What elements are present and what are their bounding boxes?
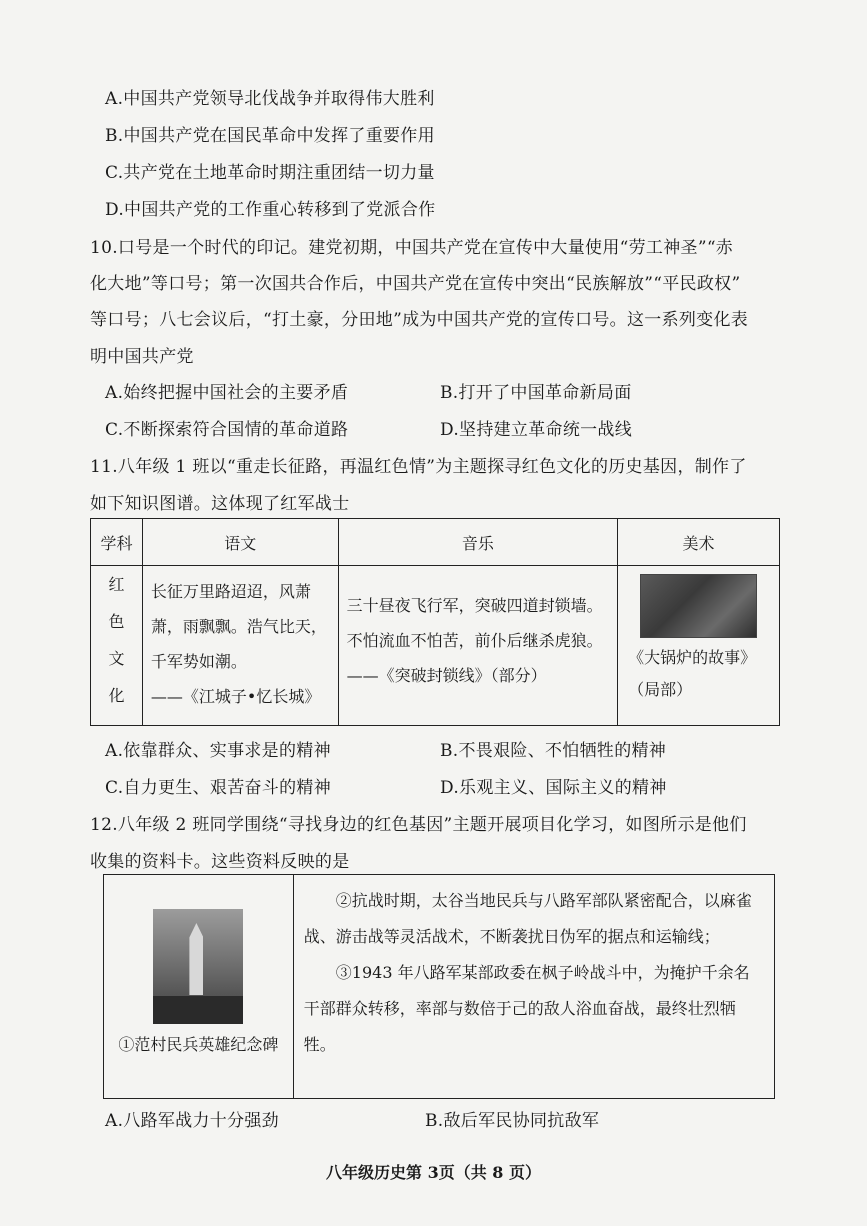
monument-photo	[153, 909, 243, 1024]
q10-stem-line-3: 等口号；八七会议后，“打土豪，分田地”成为中国共产党的宣传口号。这一系列变化表	[90, 310, 749, 330]
q11-option-b[interactable]: B.不畏艰险、不怕牺牲的精神	[440, 741, 667, 761]
page-footer: 八年级历史第 3页（共 8 页）	[326, 1163, 541, 1182]
text-cell	[293, 875, 774, 1099]
q12-material-card	[103, 874, 775, 1099]
q9-option-a[interactable]: A.中国共产党领导北伐战争并取得伟大胜利	[105, 89, 435, 109]
cell-chinese-poem: 长征万里路迢迢，风萧萧，雨飘飘。浩气比天，千军势如潮。 ——《江城子•忆长城》	[142, 566, 338, 726]
cell-music-lyrics: 三十昼夜飞行军，突破四道封锁墙。 不怕流血不怕苦，前仆后继杀虎狼。 ——《突破封锁线》（部分）	[338, 566, 617, 726]
q10-option-b[interactable]: B.打开了中国革命新局面	[440, 383, 632, 403]
q9-option-b[interactable]: B.中国共产党在国民革命中发挥了重要作用	[105, 126, 435, 146]
q11-knowledge-table	[90, 518, 780, 726]
header-chinese: 语文	[142, 519, 338, 566]
q12-stem-line-2: 收集的资料卡。这些资料反映的是	[90, 852, 350, 872]
material-item-2: ②抗战时期，太谷当地民兵与八路军部队紧密配合，以麻雀战、游击战等灵活战术，不断袭扰日伪军的据点和运输线；	[303, 891, 752, 946]
header-art: 美术	[618, 519, 780, 566]
painting-image	[640, 574, 757, 638]
q9-option-d[interactable]: D.中国共产党的工作重心转移到了党派合作	[105, 200, 436, 220]
cell-art	[618, 566, 780, 726]
q12-stem-line-1: 12.八年级 2 班同学围绕“寻找身边的红色基因”主题开展项目化学习，如图所示是他们	[90, 815, 747, 835]
header-music: 音乐	[338, 519, 617, 566]
q10-option-d[interactable]: D.坚持建立革命统一战线	[440, 420, 633, 440]
header-subject: 学科	[91, 519, 143, 566]
q10-stem-line-2: 化大地”等口号；第一次国共合作后，中国共产党在宣传中突出“民族解放”“平民政权”	[90, 274, 741, 294]
photo-cell	[104, 875, 294, 1099]
q10-stem-line-4: 明中国共产党	[90, 347, 194, 367]
q11-option-c[interactable]: C.自力更生、艰苦奋斗的精神	[105, 778, 332, 798]
q11-option-a[interactable]: A.依靠群众、实事求是的精神	[105, 741, 331, 761]
art-caption-title: 《大锅炉的故事》	[628, 648, 757, 667]
row-label-red-culture: 红 色 文 化	[91, 566, 143, 726]
photo-caption: ①范村民兵英雄纪念碑	[118, 1035, 279, 1054]
q10-option-c[interactable]: C.不断探索符合国情的革命道路	[105, 420, 349, 440]
q10-option-a[interactable]: A.始终把握中国社会的主要矛盾	[105, 383, 349, 403]
art-caption-note: （局部）	[628, 680, 693, 699]
material-item-3: ③1943 年八路军某部政委在枫子岭战斗中，为掩护千余名干部群众转移，率部与数倍于己的敌人浴血奋战，最终壮烈牺牲。	[303, 963, 750, 1054]
q12-option-b[interactable]: B.敌后军民协同抗敌军	[425, 1111, 600, 1131]
q10-stem-line-1: 10.口号是一个时代的印记。建党初期，中国共产党在宣传中大量使用“劳工神圣”“赤	[90, 238, 734, 258]
q12-option-a[interactable]: A.八路军战力十分强劲	[105, 1111, 279, 1131]
q11-option-d[interactable]: D.乐观主义、国际主义的精神	[440, 778, 667, 798]
q9-option-c[interactable]: C.共产党在土地革命时期注重团结一切力量	[105, 163, 435, 183]
q11-stem-line-2: 如下知识图谱。这体现了红军战士	[90, 494, 350, 514]
q11-stem-line-1: 11.八年级 1 班以“重走长征路，再温红色情”为主题探寻红色文化的历史基因，制作了	[90, 457, 747, 477]
